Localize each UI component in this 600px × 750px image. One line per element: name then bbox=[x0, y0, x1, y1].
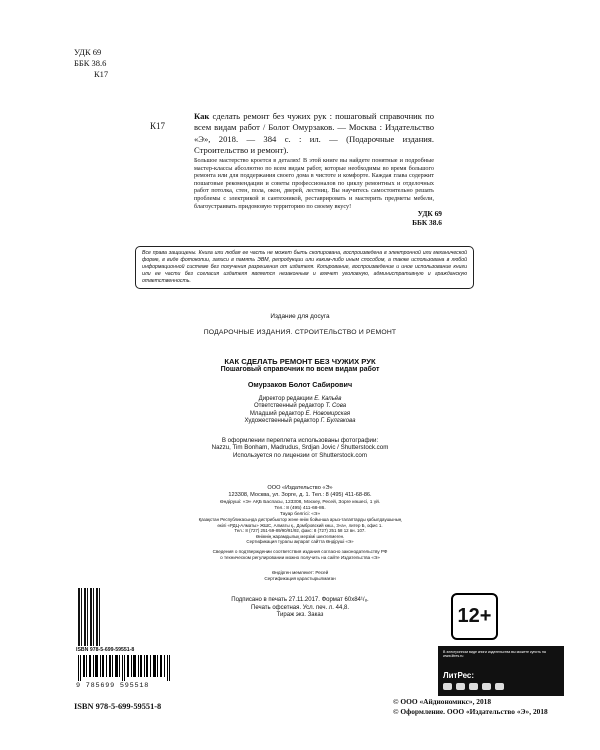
staff-line: Младший редактор Е. Новомирская bbox=[249, 410, 351, 417]
copyright-block bbox=[393, 697, 548, 717]
book-subtitle: Пошаговый справочник по всем видам работ bbox=[220, 366, 380, 373]
annotation: Большое мастерство кроется в деталях! В этой книге вы найдете понятные и подробные мастер-классы абсолютно по всем видам работ, которые необходимы во время большого ремонта или для поддержания своего дома в чистоте и комфорте. Каждая глава содержит пошаговые рекомендации и советы профессионалов по циклу ремонтных и отделочных работ потолка, стен, пола, окон, дверей, лестниц. Вы научитесь самостоятельно решать проблемы с электрикой и сантехникой, реставрировать и мастерить предметы мебели, благоустраивать придомовую территорию по своему вкусу! bbox=[194, 157, 434, 210]
distributor-info: Қазақстан Республикасында дистрибьютор және өнім бойынша арыз-талаптарды қабылдаушының өкілі «РДЦ-Алматы» ЖШС, Алматы қ., Домбровский көш., 3«а», литер Б, офис 1. Тел.: 8 (727) 251-59-89/90/91/92, факс: 8 (727) 251 58 12 вн. 107. Өнімнің жарамдылық мерзімі шектелмеген. Сертификация туралы ақпарат сайтта Өндіруші «Э» bbox=[198, 517, 402, 545]
bbk-code: ББК 38.6 bbox=[74, 58, 107, 68]
series-name: ПОДАРОЧНЫЕ ИЗДАНИЯ. СТРОИТЕЛЬСТВО И РЕМОНТ bbox=[203, 329, 397, 336]
card-author-sign: К17 bbox=[150, 121, 166, 131]
certification-info: Сведения о подтверждении соответствия издания согласно законодательству РФ о техническом регулировании можно получить на сайте Издательства «Э» bbox=[212, 549, 388, 560]
web-icon bbox=[495, 683, 504, 690]
classification-block bbox=[74, 47, 108, 80]
litres-logo: ЛитРес: bbox=[443, 671, 475, 680]
staff-line: Директор редакции Е. Капьёв bbox=[258, 396, 342, 402]
udk-code: УДК 69 bbox=[74, 47, 102, 57]
age-rating-badge: 12+ bbox=[451, 593, 498, 640]
publisher-info: ООО «Издательство «Э» 123308, Москва, ул. Зорге, д. 1. Тел.: 8 (495) 411-68-86. Өндіруші: «Э» АҚБ Баспасы, 123308, Мәскеу, Ресей, Зорге көшесі, 1 үй. Тел.: 8 (495) 411-68-86. Тауар белгісі: «Э» bbox=[219, 485, 381, 517]
barcode-isbn-label: ISBN 978-5-699-59551-8 bbox=[76, 647, 135, 653]
barcode-icon bbox=[76, 655, 174, 681]
print-details: Подписано в печать 27.11.2017. Формат 60x84¹/₈. Печать офсетная. Усл. печ. л. 44,8. Тираж экз. Заказ bbox=[231, 597, 369, 619]
staff-line: Художественный редактор Г. Булгакова bbox=[244, 418, 356, 425]
card-title-first-word: Как bbox=[194, 111, 210, 121]
apple-icon bbox=[443, 683, 452, 690]
qr-code-icon bbox=[78, 588, 100, 646]
copyright-line: © Оформление. ООО «Издательство «Э», 2018 bbox=[393, 707, 548, 716]
author-name: Омурзаков Болот Сабирович bbox=[247, 380, 353, 389]
rights-notice: Все права защищены. Книга или любая ее часть не может быть скопирована, воспроизведена в электронной или механической форме, в виде фотокопии, записи в память ЭВМ, репродукции или каким-либо иным способом, а также использована в любой информационной системе без получения разрешения от издателя. Копирование, воспроизведение и иное использование книги или ее части без согласия издателя является незаконным и влечет уголовную, административную и гражданскую ответственность. bbox=[135, 246, 474, 289]
copyright-line: © ООО «Айдиономикс», 2018 bbox=[393, 697, 492, 706]
card-udk: УДК 69 bbox=[417, 209, 442, 218]
staff-list bbox=[150, 396, 450, 426]
staff-line: Ответственный редактор Т. Сова bbox=[253, 403, 347, 410]
reader-icon bbox=[482, 683, 491, 690]
book-title: КАК СДЕЛАТЬ РЕМОНТ БЕЗ ЧУЖИХ РУК bbox=[224, 357, 376, 366]
app-store-icons bbox=[443, 683, 504, 690]
barcode-digits: 9 785699 595518 bbox=[76, 682, 150, 690]
litres-text: В электронном виде книги издательства вы можете купить на www.litres.ru bbox=[443, 650, 546, 659]
android-icon bbox=[456, 683, 465, 690]
author-sign: К17 bbox=[94, 69, 109, 79]
isbn-footer: ISBN 978-5-699-59551-8 bbox=[74, 702, 162, 711]
edition-type: Издание для досуга bbox=[270, 313, 330, 320]
litres-banner[interactable] bbox=[438, 646, 564, 696]
card-bbk: ББК 38.6 bbox=[412, 217, 442, 227]
card-bibliographic-record: сделать ремонт без чужих рук : пошаговый справочник по всем видам работ / Болот Омурзаков. — Москва : Издательство «Э», 2018. — 384 с. : ил. — (Подарочные издания. Строительство и ремонт). bbox=[194, 111, 434, 156]
photo-credits: В оформлении переплета использованы фотографии: Nazzu, Tim Bonham, Madrudus, Srdjan Jovic / Shutterstock.com Используется по лицензии от Shutterstock.com bbox=[211, 437, 389, 459]
catalog-card bbox=[194, 111, 434, 157]
card-classification bbox=[392, 210, 442, 227]
manufacturing-country: Өндірген мемлекет: Ресей Сертификация қарастырылмаған bbox=[264, 570, 336, 581]
windows-icon bbox=[469, 683, 478, 690]
